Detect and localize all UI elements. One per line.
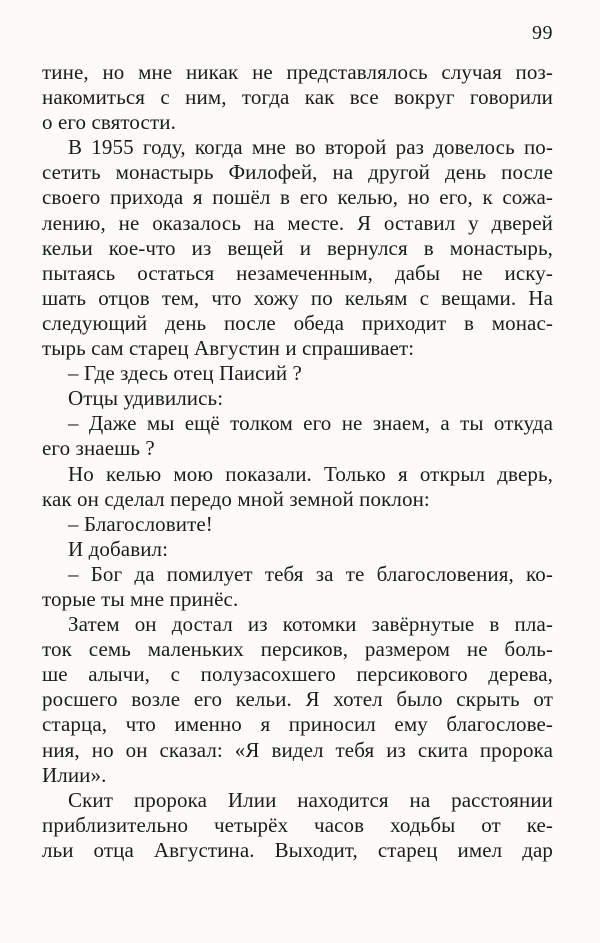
text-line: накомиться с ним, тогда как все вокруг говорили (42, 85, 553, 110)
text-line: кельи кое-что из вещей и вернулся в монастырь, (42, 235, 553, 260)
text-line: И добавил: (68, 536, 169, 561)
text-line: шать отцов тем, что хожу по кельям с вещами. На (42, 285, 553, 310)
text-line: – Даже мы ещё толком его не знаем, а ты откуда (68, 411, 553, 436)
text-line: Отцы удивились: (68, 386, 224, 411)
text-block (42, 60, 553, 863)
text-line: старца, что именно я приносил ему благослове- (42, 712, 553, 737)
text-line: своего прихода я пошёл в его келью, но его, к сожа- (42, 185, 553, 210)
text-line: следующий день после обеда приходит в монас- (42, 310, 553, 335)
text-line: сетить монастырь Филофей, на другой день после (42, 160, 553, 185)
text-line: лению, не оказалось на месте. Я оставил у дверей (42, 210, 553, 235)
page-number: 99 (532, 22, 553, 44)
text-line: ше алычи, с полузасохшего персикового дерева, (42, 662, 553, 687)
text-line: – Бог да помилует тебя за те благословения, ко- (68, 561, 553, 586)
text-line: Затем он достал из котомки завёрнутые в пла- (68, 612, 553, 637)
text-line: – Благословите! (68, 511, 213, 536)
text-line: Но келью мою показали. Только я открыл дверь, (68, 461, 553, 486)
text-line: ния, но он сказал: «Я видел тебя из скита пророка (42, 737, 553, 762)
text-line: Илии». (42, 762, 107, 787)
text-line: Скит пророка Илии находится на расстоянии (68, 787, 553, 812)
text-line: о его святости. (42, 110, 176, 135)
text-line: торые ты мне принёс. (42, 586, 239, 611)
text-line: его знаешь ? (42, 436, 155, 461)
text-line: тырь сам старец Августин и спрашивает: (42, 336, 415, 361)
text-line: В 1955 году, когда мне во второй раз довелось по- (68, 135, 553, 160)
text-line: тине, но мне никак не представлялось случая поз- (42, 60, 553, 84)
text-line: пытаясь остаться незамеченным, дабы не иску- (42, 260, 553, 285)
text-line: – Где здесь отец Паисий ? (68, 361, 302, 386)
text-line: льи отца Августина. Выходит, старец имел дар (42, 837, 553, 862)
text-line: росшего возле его кельи. Я хотел было скрыть от (42, 687, 553, 712)
text-line: ток семь маленьких персиков, размером не боль- (42, 637, 553, 662)
text-line: как он сделал передо мной земной поклон: (42, 486, 430, 511)
text-line: приблизительно четырёх часов ходьбы от ке- (42, 812, 553, 837)
